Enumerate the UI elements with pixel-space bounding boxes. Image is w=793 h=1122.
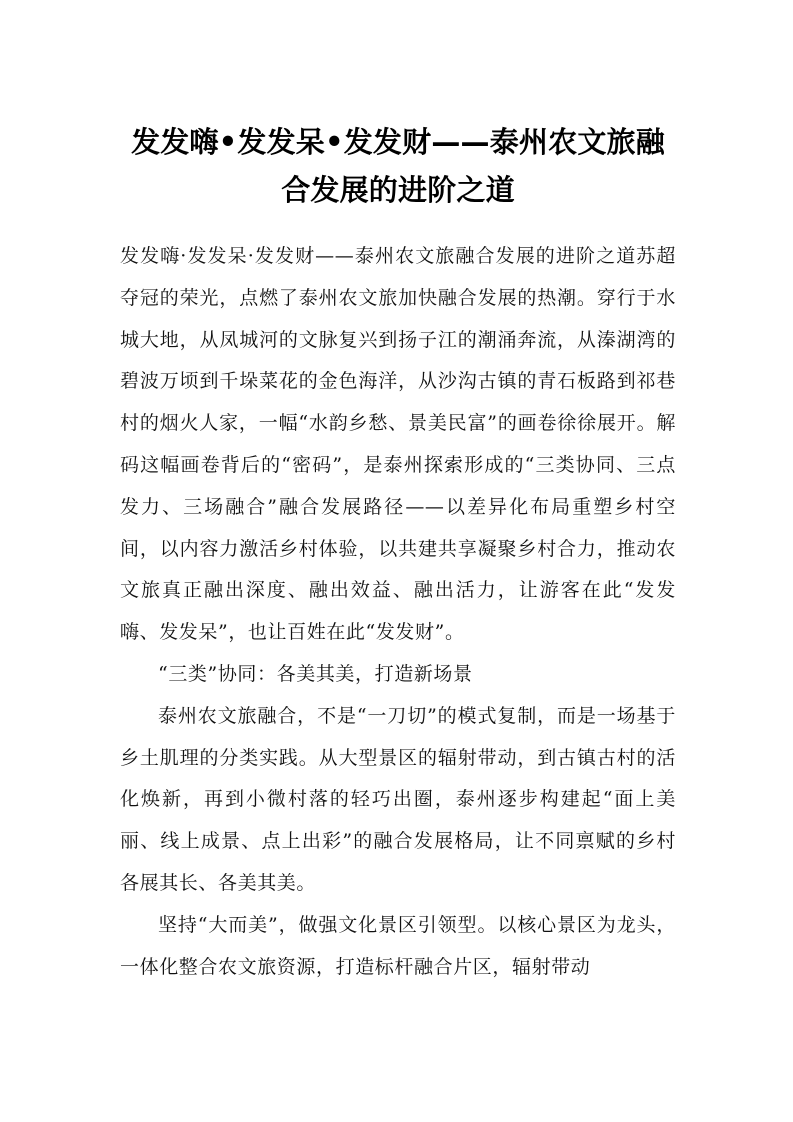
document-title	[120, 118, 676, 214]
title-line-2: 合发展的进阶之道	[281, 173, 515, 207]
document-page	[120, 118, 676, 988]
intro-paragraph: 发发嗨·发发呆·发发财——泰州农文旅融合发展的进阶之道苏超夺冠的荣光，点燃了泰州农文旅加快融合发展的热潮。穿行于水城大地，从凤城河的文脉复兴到扬子江的潮涌奔流，从溱湖湾的碧波万顷到千垛菜花的金色海洋，从沙沟古镇的青石板路到祁巷村的烟火人家，一幅“水韵乡愁、景美民富”的画卷徐徐展开。解码这幅画卷背后的“密码”，是泰州探索形成的“三类协同、三点发力、三场融合”融合发展路径——以差异化布局重塑乡村空间，以内容力激活乡村体验，以共建共享凝聚乡村合力，推动农文旅真正融出深度、融出效益、融出活力，让游客在此“发发嗨、发发呆”，也让百姓在此“发发财”。	[120, 245, 676, 644]
document-body	[120, 236, 676, 988]
body-paragraph: 泰州农文旅融合，不是“一刀切”的模式复制，而是一场基于乡土肌理的分类实践。从大型景区的辐射带动，到古镇古村的活化焕新，再到小微村落的轻巧出圈，泰州逐步构建起“面上美丽、线上成景、点上出彩”的融合发展格局，让不同禀赋的乡村各展其长、各美其美。	[120, 704, 676, 894]
section-heading: “三类”协同：各美其美，打造新场景	[158, 662, 473, 685]
body-paragraph: 坚持“大而美”，做强文化景区引领型。以核心景区为龙头，一体化整合农文旅资源，打造标杆融合片区，辐射带动	[120, 913, 676, 978]
title-line-1: 发发嗨•发发呆•发发财——泰州农文旅融	[131, 125, 665, 159]
